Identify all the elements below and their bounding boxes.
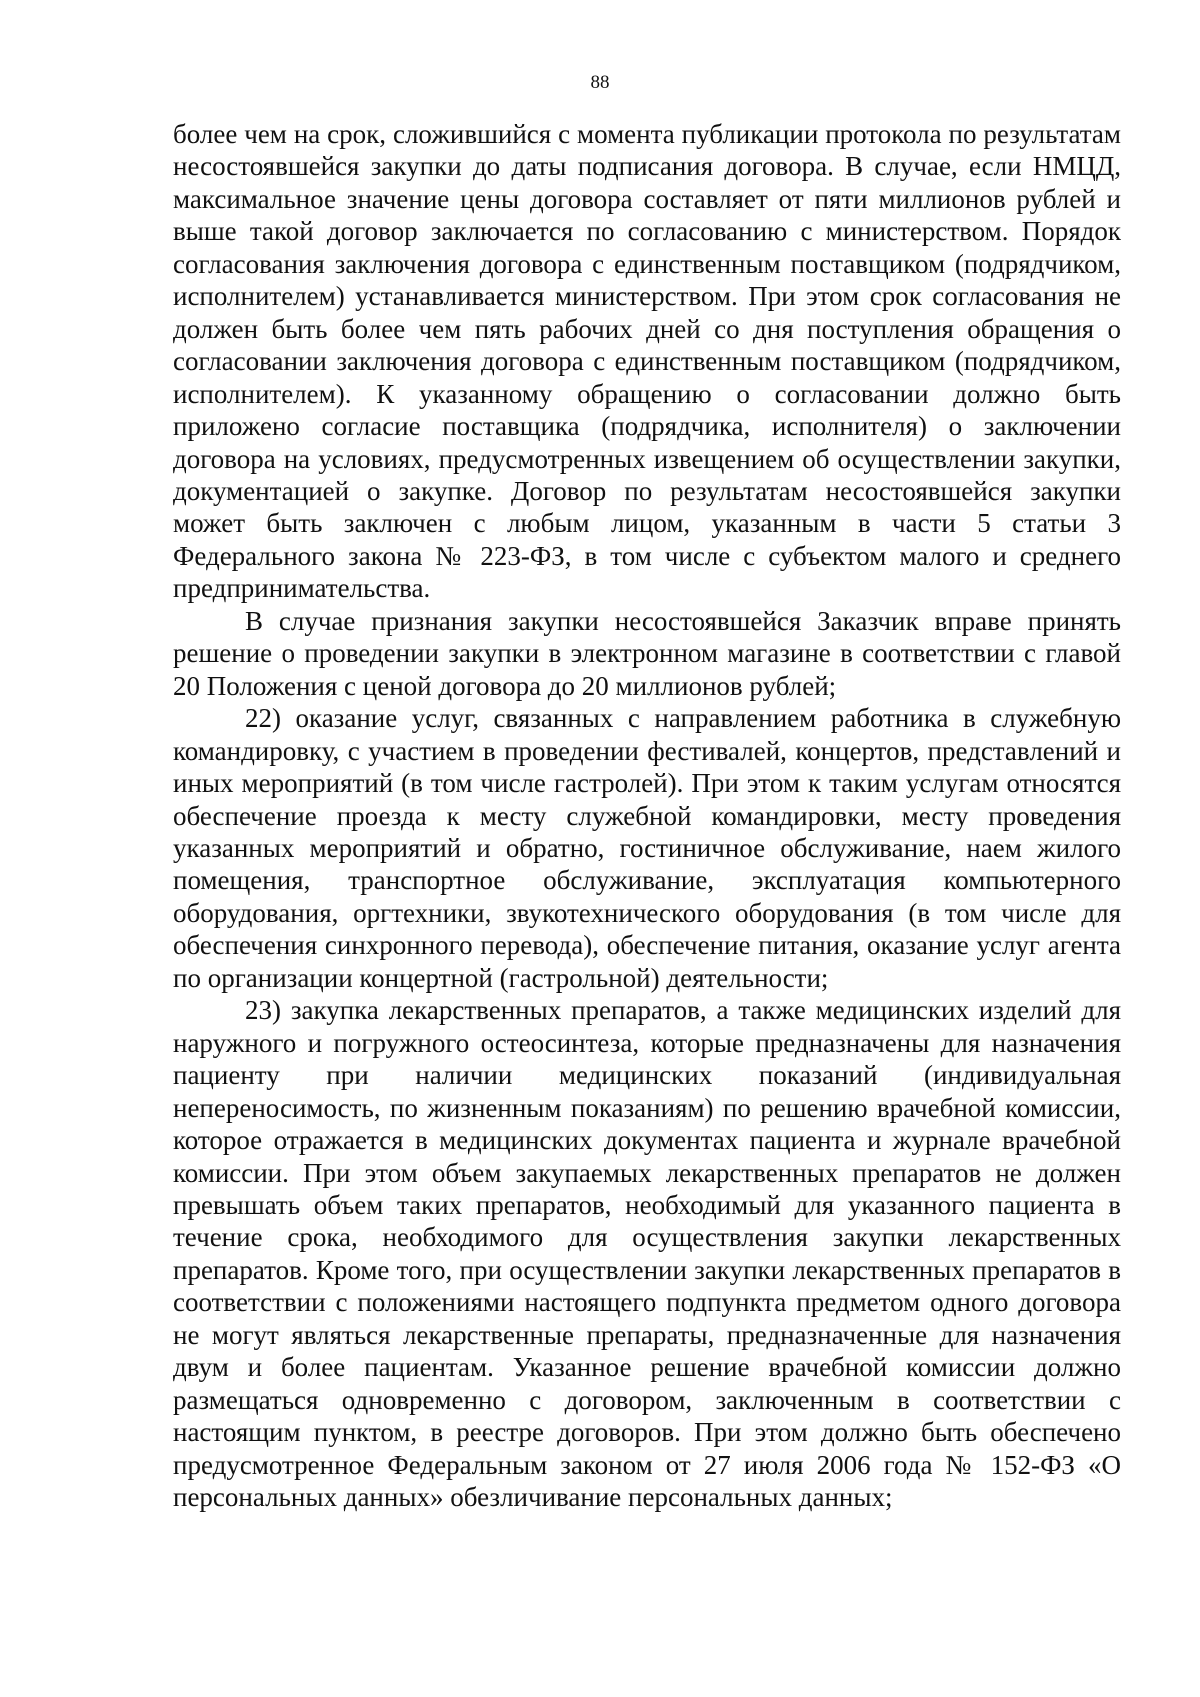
document-body [173, 118, 1121, 1513]
paragraph-continuation: более чем на срок, сложившийся с момента публикации протокола по результатам несостоявшейся закупки до даты подписания договора. В случае, если НМЦД, максимальное значение цены договора составляет от пяти миллионов рублей и выше такой договор заключается по согласованию с министерством. Порядок согласования заключения договора с единственным поставщиком (подрядчиком, исполнителем) устанавливается министерством. При этом срок согласования не должен быть более чем пять рабочих дней со дня поступления обращения о согласовании заключения договора с единственным поставщиком (подрядчиком, исполнителем). К указанному обращению о согласовании должно быть приложено согласие поставщика (подрядчика, исполнителя) о заключении договора на условиях, предусмотренных извещением об осуществлении закупки, документацией о закупке. Договор по результатам несостоявшейся закупки может быть заключен с любым лицом, указанным в части 5 статьи 3 Федерального закона № 223-ФЗ, в том числе с субъектом малого и среднего предпринимательства. [173, 119, 1121, 604]
paragraph-item-22: 22) оказание услуг, связанных с направлением работника в служебную командировку, с участием в проведении фестивалей, концертов, представлений и иных мероприятий (в том числе гастролей). При этом к таким услугам относятся обеспечение проезда к месту служебной командировки, месту проведения указанных мероприятий и обратно, гостиничное обслуживание, наем жилого помещения, транспортное обслуживание, эксплуатация компьютерного оборудования, оргтехники, звукотехнического оборудования (в том числе для обеспечения синхронного перевода), обеспечение питания, оказание услуг агента по организации концертной (гастрольной) деятельности; [173, 703, 1121, 993]
page-number: 88 [590, 72, 610, 93]
paragraph-failed-procurement: В случае признания закупки несостоявшейся Заказчик вправе принять решение о проведении закупки в электронном магазине в соответствии с главой 20 Положения с ценой договора до 20 миллионов рублей; [173, 605, 1121, 701]
paragraph-item-23: 23) закупка лекарственных препаратов, а также медицинских изделий для наружного и погружного остеосинтеза, которые предназначены для назначения пациенту при наличии медицинских показаний (индивидуальная непереносимость, по жизненным показаниям) по решению врачебной комиссии, которое отражается в медицинских документах пациента и журнале врачебной комиссии. При этом объем закупаемых лекарственных препаратов не должен превышать объем таких препаратов, необходимый для указанного пациента в течение срока, необходимого для осуществления закупки лекарственных препаратов. Кроме того, при осуществлении закупки лекарственных препаратов в соответствии с положениями настоящего подпункта предметом одного договора не могут являться лекарственные препараты, предназначенные для назначения двум и более пациентам. Указанное решение врачебной комиссии должно размещаться одновременно с договором, заключенным в соответствии с настоящим пунктом, в реестре договоров. При этом должно быть обеспечено предусмотренное Федеральным законом от 27 июля 2006 года № 152-ФЗ «О персональных данных» обезличивание персональных данных; [173, 995, 1121, 1513]
